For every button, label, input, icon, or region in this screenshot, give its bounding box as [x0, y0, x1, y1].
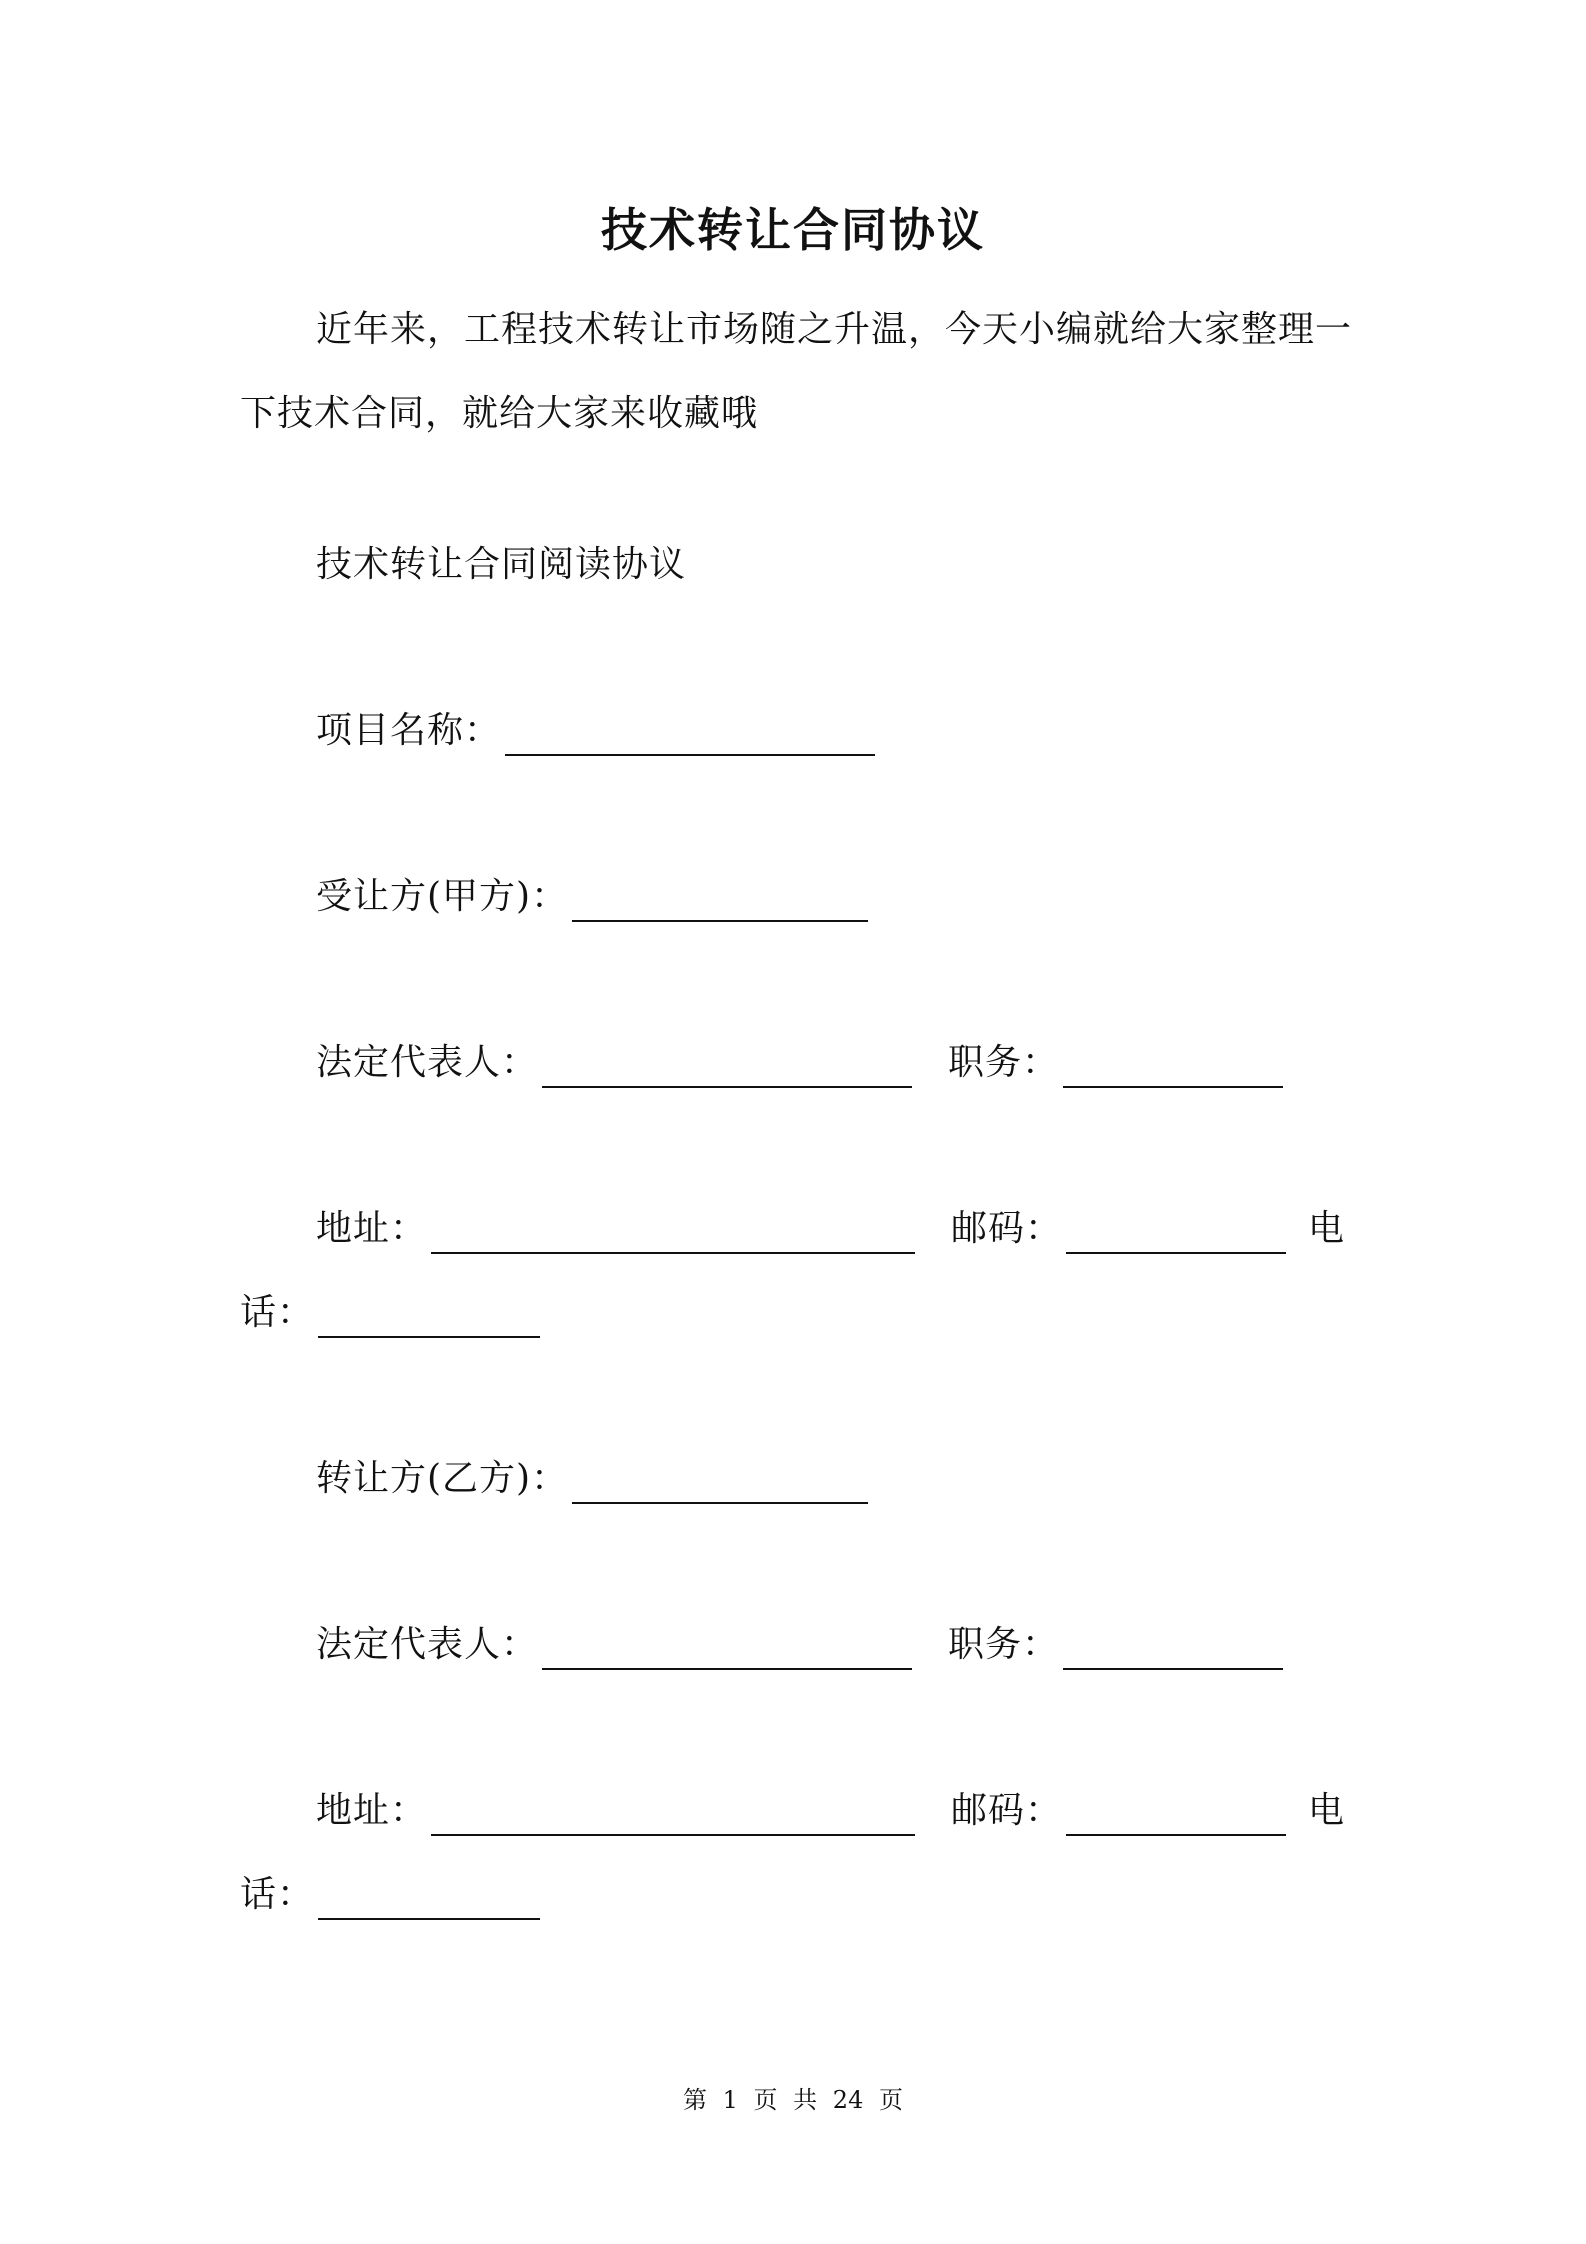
party-b-legal-rep-label: 法定代表人： [316, 1624, 539, 1665]
party-b-legal-rep-row [316, 1620, 1283, 1670]
page-footer: 第 1 页 共 24 页 [683, 2086, 903, 2114]
party-b-label: 转让方(乙方)： [316, 1458, 569, 1499]
party-b-postcode-field[interactable] [1066, 1794, 1286, 1836]
party-a-postcode-label: 邮码： [951, 1208, 1063, 1249]
party-a-row [316, 872, 868, 922]
party-a-legal-rep-field[interactable] [542, 1046, 912, 1088]
party-a-phone-row [240, 1288, 540, 1338]
party-b-address-row [316, 1786, 1345, 1836]
document-title: 技术转让合同协议 [601, 203, 985, 257]
project-name-field[interactable] [505, 714, 875, 756]
party-b-address-label: 地址： [316, 1790, 428, 1831]
party-a-phone-field[interactable] [318, 1296, 540, 1338]
party-a-field[interactable] [572, 880, 868, 922]
party-b-position-label: 职务： [948, 1624, 1060, 1665]
intro-paragraph: 近年来，工程技术转让市场随之升温，今天小编就给大家整理一下技术合同，就给大家来收藏哦 [240, 309, 1353, 434]
party-b-field[interactable] [572, 1462, 868, 1504]
party-b-address-field[interactable] [431, 1794, 915, 1836]
party-b-position-field[interactable] [1063, 1628, 1283, 1670]
party-b-row [316, 1454, 868, 1504]
party-b-phone-field[interactable] [318, 1878, 540, 1920]
subtitle: 技术转让合同阅读协议 [316, 544, 687, 585]
project-name-label: 项目名称： [316, 710, 502, 751]
party-b-legal-rep-field[interactable] [542, 1628, 912, 1670]
party-b-phone-label-part1: 电 [1308, 1790, 1346, 1831]
project-name-row [316, 706, 875, 756]
party-a-address-field[interactable] [431, 1212, 915, 1254]
party-a-postcode-field[interactable] [1066, 1212, 1286, 1254]
party-b-postcode-label: 邮码： [951, 1790, 1063, 1831]
party-a-position-label: 职务： [948, 1042, 1060, 1083]
party-a-phone-label-part2: 话： [240, 1292, 315, 1333]
party-a-legal-rep-row [316, 1038, 1283, 1088]
party-b-phone-row [240, 1870, 540, 1920]
party-a-legal-rep-label: 法定代表人： [316, 1042, 539, 1083]
party-a-address-row [316, 1204, 1345, 1254]
party-a-label: 受让方(甲方)： [316, 876, 569, 917]
party-b-phone-label-part2: 话： [240, 1874, 315, 1915]
party-a-phone-label-part1: 电 [1308, 1208, 1346, 1249]
party-a-address-label: 地址： [316, 1208, 428, 1249]
party-a-position-field[interactable] [1063, 1046, 1283, 1088]
